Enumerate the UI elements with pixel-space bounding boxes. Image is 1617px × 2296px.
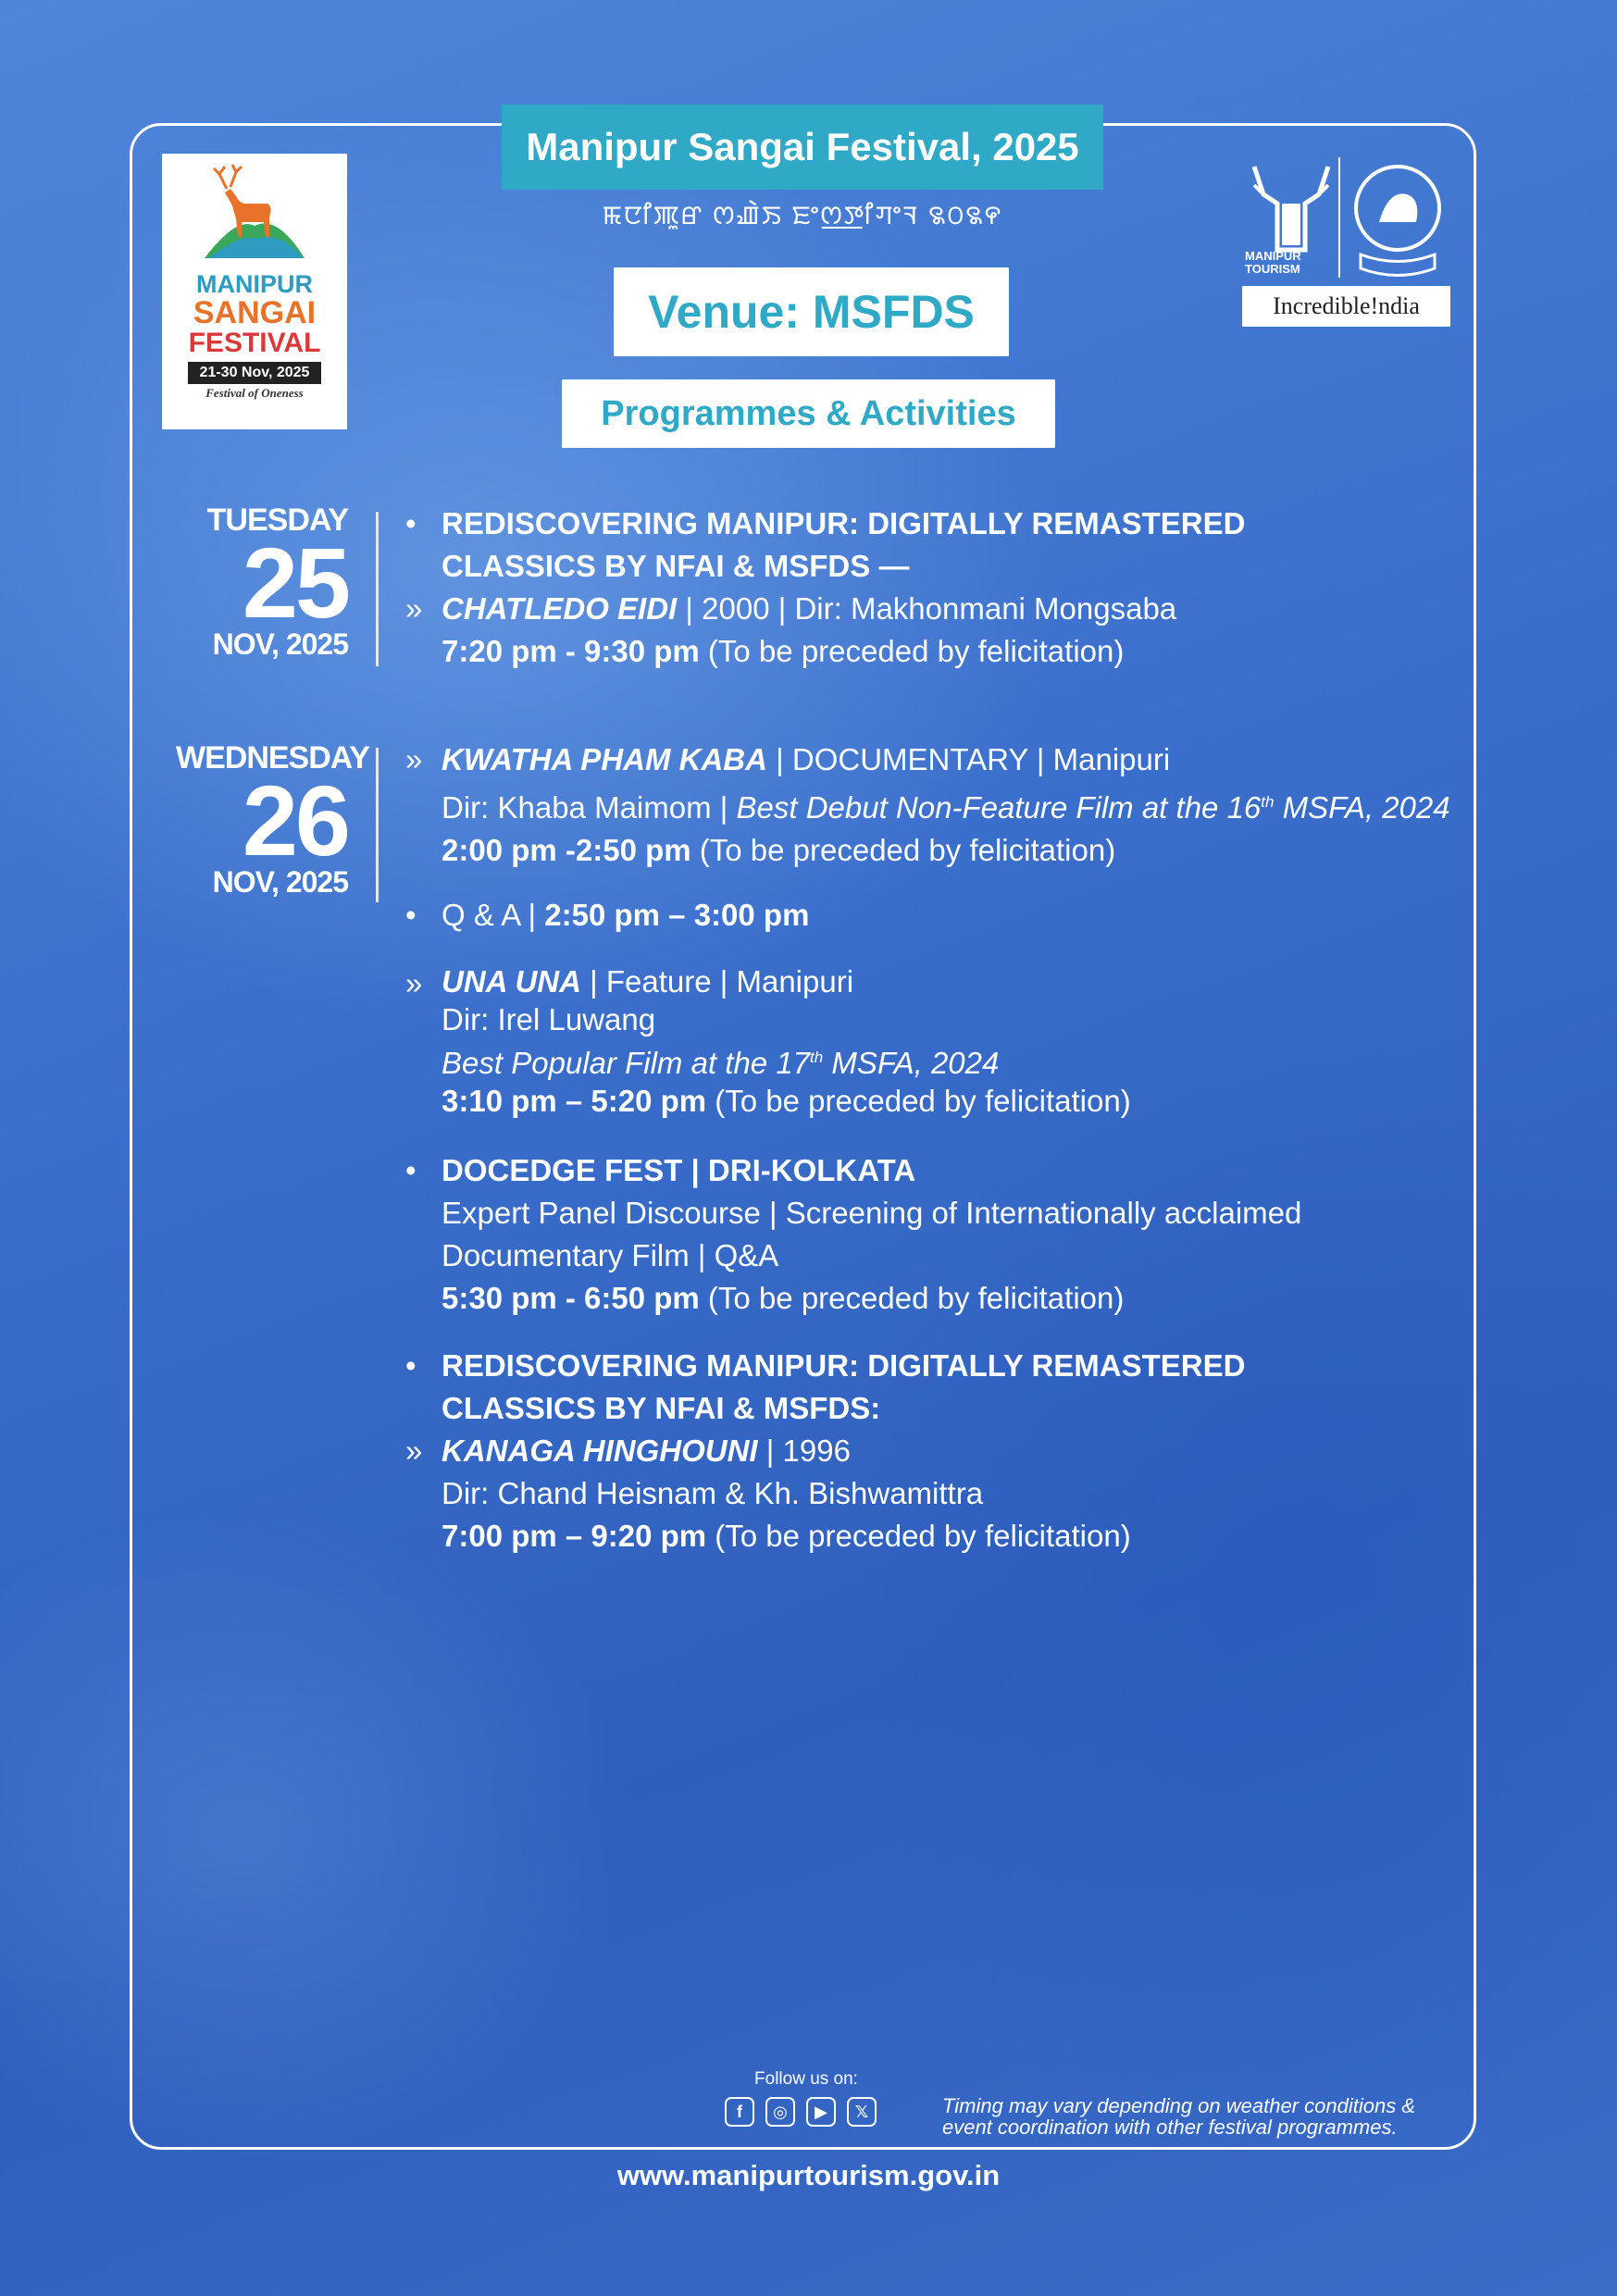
event-una-una: UNA UNA | Feature | Manipuri Dir: Irel Luwang Best Popular Film at the 17th MSFA, 2024 3:10 pm – 5:20 pm (To be preceded by felicitation) bbox=[442, 964, 1131, 1118]
bullet-chevron: » bbox=[405, 1433, 423, 1468]
venue-box: Venue: MSFDS bbox=[614, 267, 1009, 356]
bullet-dot: • bbox=[405, 1348, 417, 1383]
event-qa: Q & A | 2:50 pm – 3:00 pm bbox=[442, 898, 810, 932]
month-year: NOV, 2025 bbox=[212, 865, 348, 899]
bullet-chevron: » bbox=[405, 742, 423, 776]
tourism-text: MANIPUR TOURISM bbox=[1245, 249, 1301, 276]
bullet-chevron: » bbox=[405, 966, 423, 1000]
date-divider bbox=[376, 748, 379, 902]
date-tuesday-25 bbox=[176, 503, 348, 662]
deer-logo-icon bbox=[199, 161, 310, 263]
incredible-india-logo: Incredible!ndia bbox=[1242, 286, 1450, 327]
film-title: CHATLEDO EIDI bbox=[442, 591, 678, 626]
bullet-dot: • bbox=[405, 506, 417, 540]
follow-us-label: Follow us on: bbox=[754, 2069, 858, 2089]
social-links bbox=[725, 2097, 877, 2127]
logo-festival-text: FESTIVAL bbox=[188, 328, 321, 358]
film-title: KANAGA HINGHOUNI bbox=[442, 1433, 758, 1468]
festival-logo bbox=[162, 154, 347, 429]
programmes-heading: Programmes & Activities bbox=[562, 379, 1055, 448]
bullet-dot: • bbox=[405, 1153, 417, 1187]
bullet-chevron: » bbox=[405, 591, 423, 626]
meitei-title: ꯃꯅꯤꯄꯨꯔ ꯁꯉꯥꯏ ꯐꯦꯁ꯭ꯇꯤꯚꯦꯜ ꯲꯰꯲꯵ bbox=[602, 201, 1003, 230]
day-of-week: TUESDAY bbox=[206, 503, 348, 538]
youtube-icon[interactable]: ▶ bbox=[806, 2097, 836, 2127]
event-time: 5:30 pm - 6:50 pm bbox=[442, 1281, 700, 1315]
event-time: 7:20 pm - 9:30 pm bbox=[442, 634, 700, 668]
event-docedge-fest: DOCEDGE FEST | DRI-KOLKATA Expert Panel Discourse | Screening of Internationally acclaimed Documentary Film | Q&A 5:30 pm - 6:50 pm (To be preceded by felicitation) bbox=[442, 1153, 1302, 1315]
event-kwatha-pham-kaba: KWATHA PHAM KABA | DOCUMENTARY | Manipuri Dir: Khaba Maimom | Best Debut Non-Feature Film at the 16th MSFA, 2024 2:00 pm -2:50 pm (To be preceded by felicitation) bbox=[442, 742, 1450, 867]
film-title: UNA UNA bbox=[442, 964, 581, 999]
logo-tagline: Festival of Oneness bbox=[205, 386, 304, 400]
date-divider bbox=[376, 512, 379, 666]
logo-manipur-text: MANIPUR bbox=[196, 270, 313, 298]
month-year: NOV, 2025 bbox=[212, 627, 348, 661]
day-of-week: WEDNESDAY bbox=[176, 740, 369, 776]
website-link[interactable]: www.manipurtourism.gov.in bbox=[616, 2159, 1001, 2191]
day-number: 25 bbox=[242, 527, 348, 639]
bullet-dot: • bbox=[405, 898, 417, 932]
timing-disclaimer: Timing may vary depending on weather conditions & event coordination with other festival programmes. bbox=[942, 2094, 1415, 2139]
x-icon[interactable]: 𝕏 bbox=[847, 2097, 877, 2127]
film-title: KWATHA PHAM KABA bbox=[442, 742, 767, 776]
instagram-icon[interactable]: ◎ bbox=[765, 2097, 795, 2127]
logo-dates: 21-30 Nov, 2025 bbox=[188, 362, 321, 384]
date-wednesday-26 bbox=[176, 740, 369, 900]
festival-title-banner: Manipur Sangai Festival, 2025 bbox=[502, 105, 1103, 190]
facebook-icon[interactable]: f bbox=[725, 2097, 754, 2127]
logo-sangai-text: SANGAI bbox=[193, 295, 317, 330]
event-time: 7:00 pm – 9:20 pm bbox=[442, 1519, 707, 1553]
event-time: 3:10 pm – 5:20 pm bbox=[442, 1084, 707, 1118]
event-rediscovering-kanaga-hinghouni: REDISCOVERING MANIPUR: DIGITALLY REMASTERED CLASSICS BY NFAI & MSFDS: KANAGA HINGHOUNI | 1996 Dir: Chand Heisnam & Kh. Bishwamittra 7:00 pm – 9:20 pm (To be preceded by felicitation) bbox=[442, 1348, 1246, 1553]
day-number: 26 bbox=[242, 764, 348, 876]
event-rediscovering-chatledo-eidi: REDISCOVERING MANIPUR: DIGITALLY REMASTERED CLASSICS BY NFAI & MSFDS — CHATLEDO EIDI | 2000 | Dir: Makhonmani Mongsaba 7:20 pm - 9:30 pm (To be preceded by felicitation) bbox=[442, 506, 1246, 668]
event-time: 2:00 pm -2:50 pm bbox=[442, 833, 691, 867]
event-time: 2:50 pm – 3:00 pm bbox=[544, 898, 810, 932]
